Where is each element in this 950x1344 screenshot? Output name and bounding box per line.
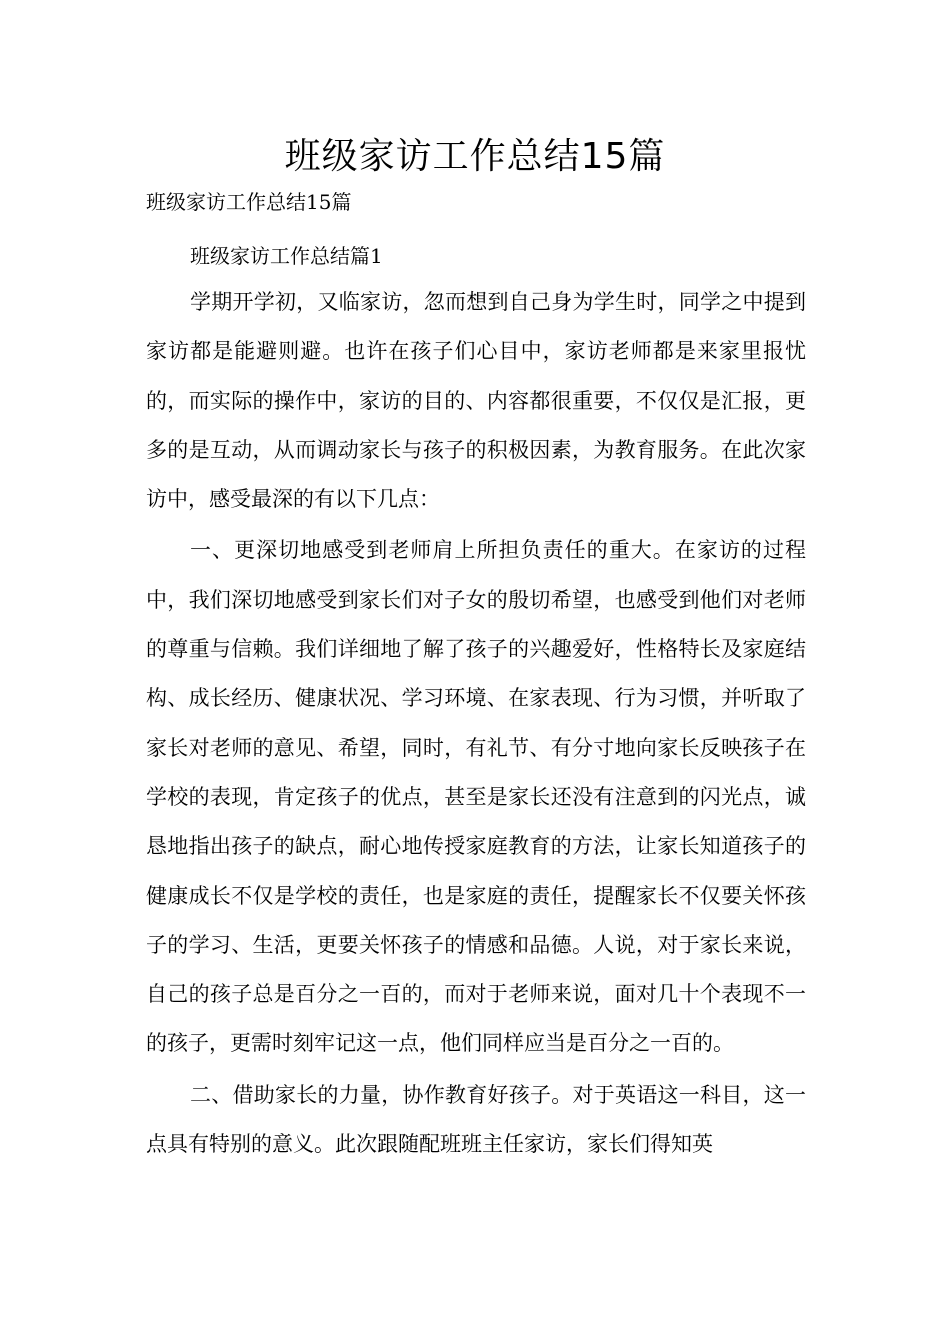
paragraph-1: 学期开学初，又临家访，忽而想到自己身为学生时，同学之中提到家访都是能避则避。也许在孩子们心目中，家访老师都是来家里报忧的，而实际的操作中，家访的目的、内容都很重要，不仅仅是汇报，更多的是互动，从而调动家长与孩子的积极因素，为教育服务。在此次家访中，感受最深的有以下几点：: [146, 290, 806, 512]
paragraph-3: 二、借助家长的力量，协作教育好孩子。对于英语这一科目，这一点具有特别的意义。此次跟随配班班主任家访，家长们得知英: [146, 1082, 806, 1157]
paragraph-2: 一、更深切地感受到老师肩上所担负责任的重大。在家访的过程中，我们深切地感受到家长们对子女的殷切希望，也感受到他们对老师的尊重与信赖。我们详细地了解了孩子的兴趣爱好，性格特长及家庭结构、成长经历、健康状况、学习环境、在家表现、行为习惯，并听取了家长对老师的意见、希望，同时，有礼节、有分寸地向家长反映孩子在学校的表现，肯定孩子的优点，甚至是家长还没有注意到的闪光点，诚恳地指出孩子的缺点，耐心地传授家庭教育的方法，让家长知道孩子的健康成长不仅是学校的责任，也是家庭的责任，提醒家长不仅要关怀孩子的学习、生活，更要关怀孩子的情感和品德。人说，对于家长来说，自己的孩子总是百分之一百的，而对于老师来说，面对几十个表现不一的孩子，更需时刻牢记这一点，他们同样应当是百分之一百的。: [146, 538, 806, 1056]
document-title: 班级家访工作总结15篇: [284, 136, 666, 177]
document-body: [146, 278, 806, 1171]
document-subtitle: 班级家访工作总结15篇: [146, 190, 352, 214]
section-heading: 班级家访工作总结篇1: [190, 244, 383, 268]
